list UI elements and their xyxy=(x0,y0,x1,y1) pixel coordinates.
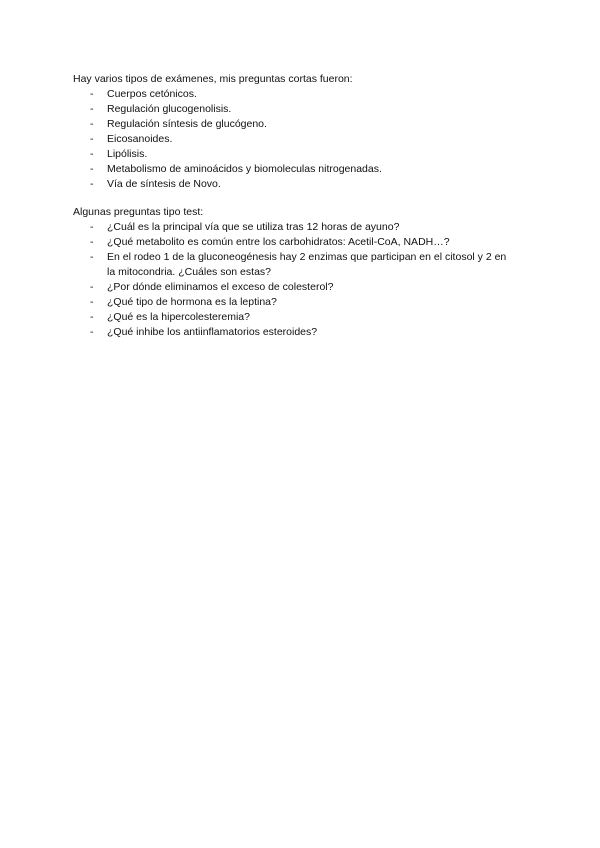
list-item xyxy=(73,162,533,177)
test-questions-list xyxy=(73,220,533,340)
list-item xyxy=(73,147,533,162)
list-item xyxy=(73,220,533,235)
list-item-text: Vía de síntesis de Novo. xyxy=(107,178,221,190)
short-questions-intro: Hay varios tipos de exámenes, mis preguntas cortas fueron: xyxy=(73,73,353,85)
short-questions-section xyxy=(73,72,533,192)
list-item-text: ¿Por dónde eliminamos el exceso de colesterol? xyxy=(107,281,334,293)
dash-bullet: - xyxy=(90,251,94,263)
list-item-text: ¿Qué inhibe los antiinflamatorios esteroides? xyxy=(107,326,318,338)
list-item-text: Cuerpos cetónicos. xyxy=(107,88,197,100)
list-item-text: Regulación glucogenolisis. xyxy=(107,103,232,115)
list-item xyxy=(73,310,533,325)
list-item xyxy=(73,132,533,147)
test-questions-section xyxy=(73,205,533,340)
dash-bullet: - xyxy=(90,311,94,323)
list-item xyxy=(73,117,533,132)
dash-bullet: - xyxy=(90,148,94,160)
list-item-text: ¿Qué tipo de hormona es la leptina? xyxy=(107,296,277,308)
list-item-text: Lipólisis. xyxy=(107,148,148,160)
dash-bullet: - xyxy=(90,103,94,115)
dash-bullet: - xyxy=(90,163,94,175)
dash-bullet: - xyxy=(90,221,94,233)
test-questions-intro: Algunas preguntas tipo test: xyxy=(73,206,204,218)
dash-bullet: - xyxy=(90,296,94,308)
list-item xyxy=(73,325,533,340)
list-item-text: ¿Qué es la hipercolesteremia? xyxy=(107,311,250,323)
list-item xyxy=(73,235,533,250)
list-item-text: Eicosanoides. xyxy=(107,133,173,145)
dash-bullet: - xyxy=(90,236,94,248)
list-item xyxy=(73,280,533,295)
list-item-text: ¿Qué metabolito es común entre los carbohidratos: Acetil-CoA, NADH…? xyxy=(107,236,450,248)
dash-bullet: - xyxy=(90,118,94,130)
list-item xyxy=(73,87,533,102)
dash-bullet: - xyxy=(90,133,94,145)
list-item xyxy=(73,102,533,117)
list-item-text: ¿Cuál es la principal vía que se utiliza tras 12 horas de ayuno? xyxy=(107,221,400,233)
list-item xyxy=(73,250,533,280)
list-item xyxy=(73,295,533,310)
dash-bullet: - xyxy=(90,88,94,100)
list-item-text: Metabolismo de aminoácidos y biomoleculas nitrogenadas. xyxy=(107,163,382,175)
list-item xyxy=(73,177,533,192)
dash-bullet: - xyxy=(90,281,94,293)
list-item-text: Regulación síntesis de glucógeno. xyxy=(107,118,267,130)
short-questions-list xyxy=(73,87,533,192)
list-item-text: En el rodeo 1 de la gluconeogénesis hay 2 enzimas que participan en el citosol y 2 en la mitocondria. ¿Cuáles son estas? xyxy=(107,251,507,278)
dash-bullet: - xyxy=(90,326,94,338)
dash-bullet: - xyxy=(90,178,94,190)
